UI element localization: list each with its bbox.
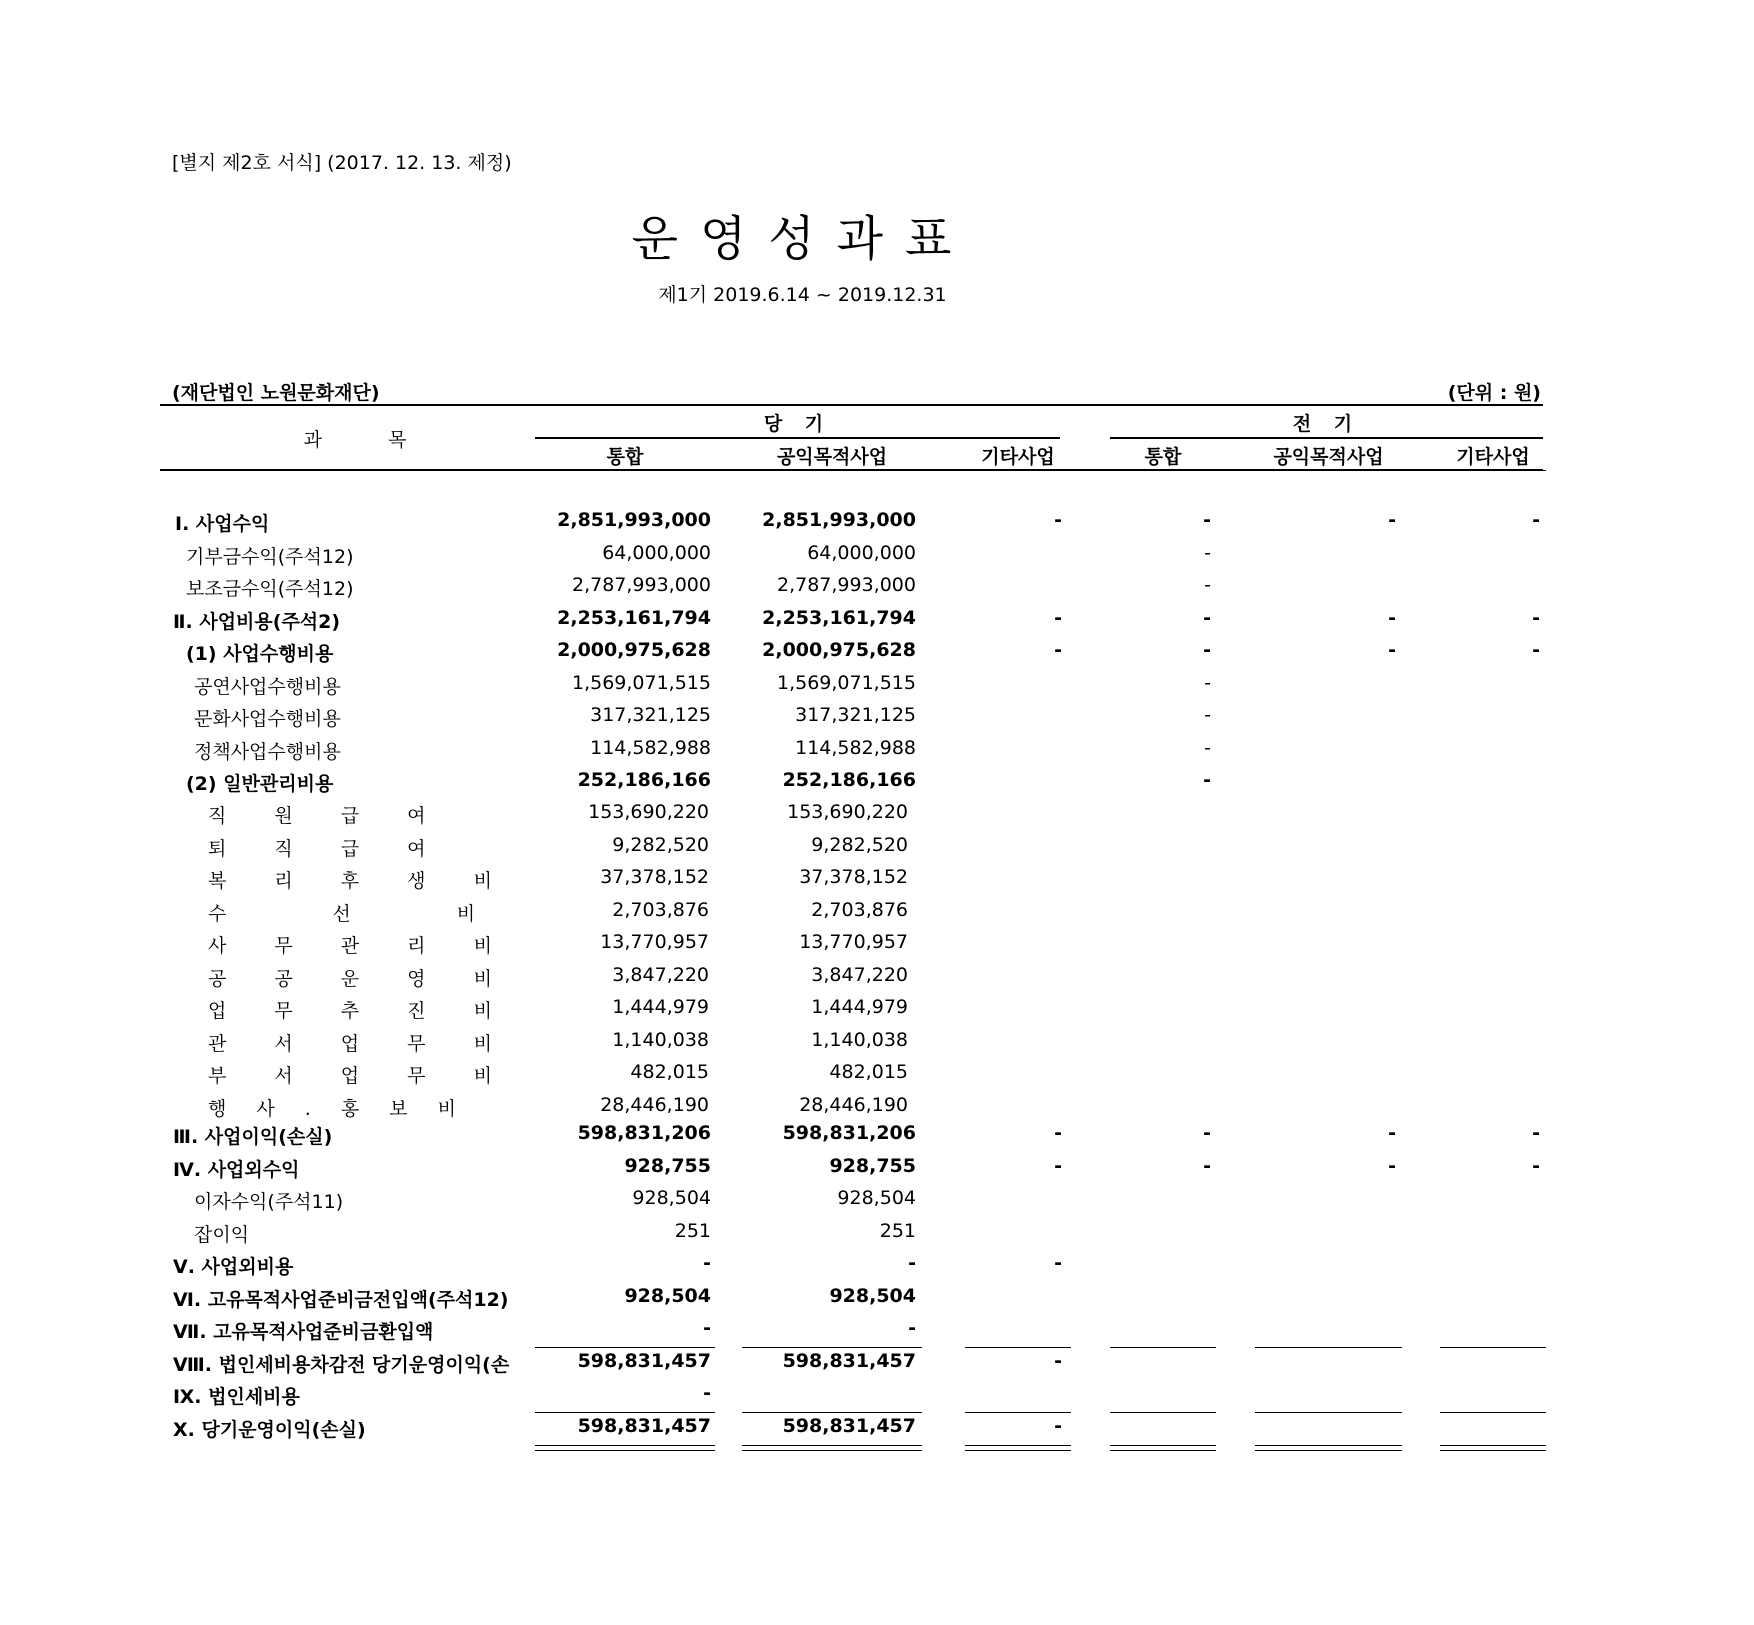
rule-sub2-c2 (742, 1412, 922, 1413)
cell-current-public: 928,504 (837, 1187, 916, 1209)
cell-current-public: 598,831,457 (782, 1350, 916, 1372)
cell-current-total: - (703, 1252, 711, 1274)
row-label: 잡이익 (194, 1224, 250, 1246)
cell-current-total: 9,282,520 (612, 834, 709, 856)
cell-previous-other: - (1532, 1155, 1540, 1177)
cell-current-total: 928,504 (632, 1187, 711, 1209)
cell-current-total: 2,000,975,628 (557, 639, 711, 661)
row-event-pr (0, 1094, 1754, 1124)
rule-total-b-c4 (1110, 1450, 1216, 1451)
row-label: Ⅰ. 사업수익 (175, 513, 270, 535)
cell-current-public: 153,690,220 (787, 801, 908, 823)
row-label: 관 서 업 무 비 (208, 1033, 513, 1055)
cell-previous-public: - (1388, 639, 1396, 661)
row-public-operation (0, 964, 1754, 994)
cell-previous-total: - (1204, 542, 1211, 564)
cell-current-public: 2,787,993,000 (776, 574, 916, 596)
row-label: Ⅱ. 사업비용(주석2) (173, 611, 341, 633)
cell-current-public: 28,446,190 (799, 1094, 908, 1116)
row-policy-cost (0, 737, 1754, 767)
currency-unit: (단위 : 원) (1447, 382, 1541, 404)
rule-total-b-c2 (742, 1450, 922, 1451)
cell-current-public: 317,321,125 (795, 704, 916, 726)
cell-current-public: 2,703,876 (811, 899, 908, 921)
rule-sub2-c6 (1440, 1412, 1546, 1413)
cell-current-other: - (1054, 607, 1062, 629)
row-label: 직 원 급 여 (208, 805, 447, 827)
cell-current-public: 1,569,071,515 (776, 672, 916, 694)
row-label: 공 공 운 영 비 (208, 968, 513, 990)
cell-current-total: 28,446,190 (600, 1094, 709, 1116)
row-dept-business (0, 1061, 1754, 1091)
header-current-other: 기타사업 (981, 446, 1055, 468)
rule-sub1-c2 (742, 1347, 922, 1348)
page-title: 운영성과표 (631, 211, 974, 267)
cell-current-other: - (1054, 1252, 1062, 1274)
cell-previous-total: - (1203, 639, 1211, 661)
cell-current-public: 64,000,000 (807, 542, 916, 564)
cell-previous-total: - (1204, 672, 1211, 694)
cell-current-total: 64,000,000 (602, 542, 711, 564)
rule-sub2-c4 (1110, 1412, 1216, 1413)
row-label: Ⅴ. 사업외비용 (173, 1256, 294, 1278)
cell-current-total: 2,253,161,794 (557, 607, 711, 629)
cell-previous-total: - (1204, 737, 1211, 759)
rule-total-a-c3 (965, 1445, 1071, 1446)
cell-previous-other: - (1532, 639, 1540, 661)
cell-previous-public: - (1388, 509, 1396, 531)
cell-current-public: 3,847,220 (811, 964, 908, 986)
row-reserve-reversal (0, 1317, 1754, 1347)
current-period-rule (535, 437, 1060, 439)
cell-previous-total: - (1204, 704, 1211, 726)
header-previous-total: 통합 (1144, 446, 1182, 468)
row-non-operating-revenue (0, 1155, 1754, 1185)
row-business-promotion (0, 996, 1754, 1026)
header-current-public: 공익목적사업 (776, 446, 888, 468)
row-non-operating-expense (0, 1252, 1754, 1282)
rule-sub2-c3 (965, 1412, 1071, 1413)
cell-current-total: 2,787,993,000 (571, 574, 711, 596)
cell-current-total: 3,847,220 (612, 964, 709, 986)
rule-sub2-c1 (535, 1412, 715, 1413)
row-label: (1) 사업수행비용 (186, 643, 334, 665)
previous-period-rule (1110, 437, 1543, 439)
row-label: 사 무 관 리 비 (208, 935, 513, 957)
cell-current-total: 1,444,979 (612, 996, 709, 1018)
row-label: 이자수익(주석11) (194, 1191, 344, 1213)
rule-total-a-c4 (1110, 1445, 1216, 1446)
header-previous-public: 공익목적사업 (1273, 446, 1384, 468)
header-subject: 과 목 (303, 429, 437, 451)
row-label: 정책사업수행비용 (194, 741, 341, 763)
cell-current-public: 928,504 (829, 1285, 916, 1307)
row-label: 부 서 업 무 비 (208, 1065, 513, 1087)
cell-current-public: 2,851,993,000 (762, 509, 916, 531)
rule-sub1-c6 (1440, 1347, 1546, 1348)
cell-previous-total: - (1203, 1122, 1211, 1144)
cell-previous-public: - (1388, 607, 1396, 629)
cell-previous-other: - (1532, 509, 1540, 531)
row-label: 보조금수익(주석12) (186, 578, 354, 600)
underline-current-other (965, 470, 1071, 471)
rule-sub1-c3 (965, 1347, 1071, 1348)
cell-previous-public: - (1388, 1122, 1396, 1144)
row-repairs (0, 899, 1754, 929)
cell-current-public: 482,015 (829, 1061, 908, 1083)
cell-current-total: 928,755 (624, 1155, 711, 1177)
cell-current-total: 114,582,988 (590, 737, 711, 759)
row-salaries (0, 801, 1754, 831)
fiscal-period: 제1기 2019.6.14 ~ 2019.12.31 (658, 284, 947, 306)
rule-sub1-c5 (1255, 1347, 1402, 1348)
rule-total-a-c2 (742, 1445, 922, 1446)
rule-total-a-c5 (1255, 1445, 1402, 1446)
row-net-income (0, 1415, 1754, 1445)
underline-previous-other (1440, 470, 1546, 471)
cell-current-other: - (1054, 1415, 1062, 1437)
cell-current-other: - (1054, 1155, 1062, 1177)
cell-current-other: - (1054, 509, 1062, 531)
cell-current-public: 251 (879, 1220, 916, 1242)
cell-current-public: 9,282,520 (811, 834, 908, 856)
row-donation-revenue (0, 542, 1754, 572)
row-label: Ⅵ. 고유목적사업준비금전입액(주석12) (173, 1289, 509, 1311)
cell-previous-total: - (1203, 509, 1211, 531)
cell-current-public: 1,444,979 (811, 996, 908, 1018)
cell-current-public: - (908, 1317, 916, 1339)
cell-current-other: - (1054, 1350, 1062, 1372)
cell-current-total: 2,851,993,000 (557, 509, 711, 531)
cell-current-public: 1,140,038 (811, 1029, 908, 1051)
row-subsidy-revenue (0, 574, 1754, 604)
cell-previous-total: - (1204, 574, 1211, 596)
cell-current-total: 482,015 (630, 1061, 709, 1083)
row-operating-cost (0, 639, 1754, 669)
row-label: 공연사업수행비용 (194, 676, 341, 698)
table-top-rule (160, 404, 1543, 406)
underline-current-total (535, 470, 715, 471)
row-corporate-tax (0, 1382, 1754, 1412)
row-general-admin-cost (0, 769, 1754, 799)
cell-previous-total: - (1203, 769, 1211, 791)
cell-current-public: - (908, 1252, 916, 1274)
row-culture-cost (0, 704, 1754, 734)
row-label: Ⅳ. 사업외수익 (173, 1159, 300, 1181)
row-pretax-income (0, 1350, 1754, 1380)
cell-current-total: 2,703,876 (612, 899, 709, 921)
row-label: 기부금수익(주석12) (186, 546, 354, 568)
cell-current-total: 251 (674, 1220, 711, 1242)
cell-current-public: 2,000,975,628 (762, 639, 916, 661)
rule-sub2-c5 (1255, 1412, 1402, 1413)
header-current-period: 당 기 (763, 413, 832, 435)
cell-previous-total: - (1203, 607, 1211, 629)
form-label: [별지 제2호 서식] (2017. 12. 13. 제정) (172, 152, 512, 174)
organization-name: (재단법인 노원문화재단) (172, 382, 380, 404)
cell-current-total: 598,831,457 (577, 1350, 711, 1372)
row-label: 복 리 후 생 비 (208, 870, 513, 892)
row-reserve-transfer-in (0, 1285, 1754, 1315)
header-current-total: 통합 (606, 446, 644, 468)
rule-total-b-c6 (1440, 1450, 1546, 1451)
header-previous-other: 기타사업 (1456, 446, 1530, 468)
cell-current-total: 1,140,038 (612, 1029, 709, 1051)
rule-total-b-c5 (1255, 1450, 1402, 1451)
row-performance-cost (0, 672, 1754, 702)
rule-sub1-c1 (535, 1347, 715, 1348)
cell-current-other: - (1054, 639, 1062, 661)
underline-current-public (742, 470, 922, 471)
row-label: 업 무 추 진 비 (208, 1000, 513, 1022)
row-severance (0, 834, 1754, 864)
row-business-income (0, 1122, 1754, 1152)
cell-current-total: 37,378,152 (600, 866, 709, 888)
cell-current-public: 598,831,457 (782, 1415, 916, 1437)
underline-previous-public (1255, 470, 1402, 471)
row-business-expense (0, 607, 1754, 637)
cell-current-public: 252,186,166 (782, 769, 916, 791)
row-label: Ⅷ. 법인세비용차감전 당기운영이익(손 (173, 1354, 510, 1376)
cell-current-total: 252,186,166 (577, 769, 711, 791)
cell-previous-other: - (1532, 607, 1540, 629)
cell-current-public: 13,770,957 (799, 931, 908, 953)
row-label: Ⅸ. 법인세비용 (173, 1386, 300, 1408)
underline-previous-total (1110, 470, 1216, 471)
cell-current-public: 2,253,161,794 (762, 607, 916, 629)
row-label: 문화사업수행비용 (194, 708, 341, 730)
cell-current-public: 114,582,988 (795, 737, 916, 759)
cell-current-public: 928,755 (829, 1155, 916, 1177)
row-label: Ⅶ. 고유목적사업준비금환입액 (173, 1321, 434, 1343)
cell-previous-other: - (1532, 1122, 1540, 1144)
rule-total-a-c6 (1440, 1445, 1546, 1446)
header-previous-period: 전 기 (1292, 413, 1361, 435)
cell-current-other: - (1054, 1122, 1062, 1144)
rule-total-b-c3 (965, 1450, 1071, 1451)
row-label: (2) 일반관리비용 (186, 773, 334, 795)
row-office-business (0, 1029, 1754, 1059)
cell-current-public: 37,378,152 (799, 866, 908, 888)
row-label: Ⅹ. 당기운영이익(손실) (173, 1419, 366, 1441)
cell-previous-public: - (1388, 1155, 1396, 1177)
rule-total-a-c1 (535, 1445, 715, 1446)
row-office-admin (0, 931, 1754, 961)
cell-current-total: - (703, 1317, 711, 1339)
cell-current-total: 598,831,457 (577, 1415, 711, 1437)
cell-previous-total: - (1203, 1155, 1211, 1177)
cell-current-total: 1,569,071,515 (571, 672, 711, 694)
row-label: 퇴 직 급 여 (208, 838, 447, 860)
row-label: 행 사 . 홍 보 비 (208, 1098, 469, 1120)
row-misc-income (0, 1220, 1754, 1250)
cell-current-total: 153,690,220 (588, 801, 709, 823)
row-interest-income (0, 1187, 1754, 1217)
row-welfare (0, 866, 1754, 896)
cell-current-total: 928,504 (624, 1285, 711, 1307)
cell-current-total: 598,831,206 (577, 1122, 711, 1144)
row-label: 수 선 비 (208, 903, 526, 925)
row-label: Ⅲ. 사업이익(손실) (173, 1126, 333, 1148)
cell-current-total: 13,770,957 (600, 931, 709, 953)
rule-total-b-c1 (535, 1450, 715, 1451)
cell-current-total: 317,321,125 (590, 704, 711, 726)
row-business-revenue (0, 509, 1754, 539)
rule-sub1-c4 (1110, 1347, 1216, 1348)
cell-current-total: - (703, 1382, 711, 1404)
cell-current-public: 598,831,206 (782, 1122, 916, 1144)
